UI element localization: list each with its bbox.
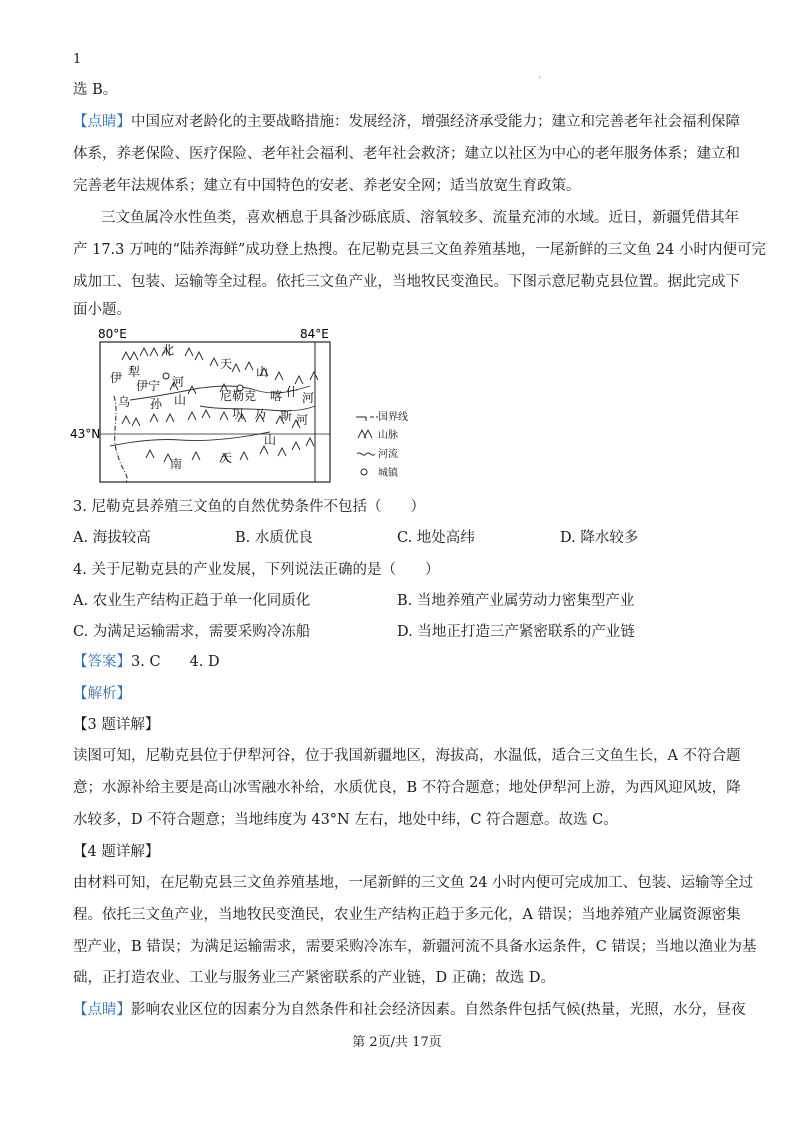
material-line1: 三文鱼属冷水性鱼类，喜欢栖息于具备沙砾底质、溶氧较多、流量充沛的水域。近日，新疆凭借其年 bbox=[101, 210, 739, 226]
legend-boundary-symbol bbox=[356, 417, 378, 421]
map-label: 斯 bbox=[280, 409, 293, 423]
tip2-label: 【点睛】 bbox=[73, 1002, 131, 1018]
d3-line2: 意；水源补给主要是高山冰雪融水补给，水质优良，B 不符合题意；地处伊犁河上游，为西风迎风坡，降 bbox=[73, 780, 741, 796]
location-map bbox=[70, 326, 450, 488]
map-label: 南 bbox=[170, 457, 183, 471]
map-label: 北 bbox=[162, 343, 175, 357]
q4-option-b: B. 当地养殖产业属劳动力密集型产业 bbox=[397, 593, 635, 609]
d4-line1: 由材料可知，在尼勒克县三文鱼养殖基地，一尾新鲜的三文鱼 24 小时内便可完成加工、包装、运输等全过 bbox=[73, 875, 754, 891]
q3-stem: 3. 尼勒克县养殖三文鱼的自然优势条件不包括（ ） bbox=[73, 499, 425, 515]
map-label: 孙 bbox=[150, 397, 163, 411]
map-label: 犁 bbox=[128, 365, 141, 379]
map-label: 天 bbox=[220, 357, 233, 371]
map-label: 伊 bbox=[110, 371, 123, 385]
answer-line bbox=[73, 652, 220, 672]
tip1-label: 【点睛】 bbox=[73, 114, 131, 130]
legend-label: 城镇 bbox=[378, 468, 398, 479]
tip1-line1 bbox=[73, 112, 740, 132]
map-frame bbox=[100, 342, 330, 482]
tip1-line2: 体系，养老保险、医疗保险、老年社会福利、老年社会救济；建立以社区为中心的老年服务体系；建立和 bbox=[73, 146, 740, 162]
map-label: 巩 bbox=[232, 407, 245, 421]
lat-label: 43°N bbox=[70, 427, 101, 441]
map-label: 山 bbox=[174, 393, 187, 407]
q4-stem: 4. 关于尼勒克县的产业发展，下列说法正确的是（ ） bbox=[73, 562, 440, 578]
map-label: 伊宁 bbox=[136, 379, 161, 393]
tip1-text: 中国应对老龄化的主要战略措施：发展经济，增强经济承受能力；建立和完善老年社会福利保障 bbox=[131, 114, 740, 130]
d4-line2: 程。依托三文鱼产业，当地牧民变渔民，农业生产结构正趋于多元化，A 错误；当地养殖产业属资源密集 bbox=[73, 907, 741, 923]
d3-line1: 读图可知，尼勒克县位于伊犁河谷，位于我国新疆地区，海拔高，水温低，适合三文鱼生长，A 不符合题 bbox=[73, 748, 741, 764]
legend-town-symbol bbox=[361, 469, 367, 475]
tip2-line1 bbox=[73, 1000, 746, 1020]
material-line3: 成加工、包装、运输等全过程。依托三文鱼产业，当地牧民变渔民。下图示意尼勒克县位置。据此完成下 bbox=[73, 274, 740, 290]
d3-title: 【3 题详解】 bbox=[73, 717, 160, 733]
map-label: 河 bbox=[296, 413, 309, 427]
answer-value: 3. C 4. D bbox=[131, 654, 220, 670]
map-label: 天 bbox=[220, 451, 233, 465]
map-label: 山 bbox=[264, 433, 277, 447]
material-line2: 产 17.3 万吨的“陆养海鲜”成功登上热搜。在尼勒克县三文鱼养殖基地，一尾新鲜的三文鱼 24 小时内便可完 bbox=[73, 242, 766, 258]
analysis-label: 【解析】 bbox=[73, 686, 131, 702]
legend-label: 国界线 bbox=[378, 412, 408, 423]
prev-answer: 选 B。 bbox=[73, 82, 118, 98]
q3-option-a: A. 海拔较高 bbox=[73, 530, 151, 546]
mountains-wusun bbox=[122, 410, 300, 428]
map-label: 喀 bbox=[270, 389, 283, 403]
q4-option-a: A. 农业生产结构正趋于单一化同质化 bbox=[73, 593, 311, 609]
map-legend bbox=[356, 410, 408, 479]
d4-line3: 型产业，B 错误；为满足运输需求，需要采购冷冻车，新疆河流不具备水运条件，C 错误；当地以渔业为基 bbox=[73, 939, 757, 955]
lon-left-label: 80°E bbox=[98, 327, 127, 341]
q4-option-d: D. 当地正打造三产紧密联系的产业链 bbox=[397, 624, 635, 640]
answer-label: 【答案】 bbox=[73, 654, 131, 670]
lon-right-label: 84°E bbox=[300, 327, 329, 341]
tip2-text: 影响农业区位的因素分为自然条件和社会经济因素。自然条件包括气候(热量，光照，水分，昼夜 bbox=[131, 1002, 746, 1018]
map-label: 乌 bbox=[118, 395, 131, 409]
page-footer: 第 2页/共 17页 bbox=[352, 1035, 442, 1050]
q3-option-c: C. 地处高纬 bbox=[397, 530, 475, 546]
d4-line4: 础，正打造农业、工业与服务业三产紧密联系的产业链，D 正确；故选 D。 bbox=[73, 970, 555, 986]
map-label: 河 bbox=[172, 375, 185, 389]
dot-mark: . bbox=[538, 70, 542, 81]
d3-line3: 水较多，D 不符合题意；当地纬度为 43°N 左右，地处中纬，C 符合题意。故选 C。 bbox=[73, 812, 618, 828]
map-label: 乃 bbox=[254, 407, 267, 421]
page-mark: 1 bbox=[73, 52, 82, 67]
tip1-line3: 完善老年法规体系；建立有中国特色的安老、养老安全网；适当放宽生育政策。 bbox=[73, 178, 581, 194]
legend-label: 河流 bbox=[378, 449, 398, 460]
map-label: 尼勒克 bbox=[220, 389, 257, 403]
town-yining bbox=[163, 373, 169, 379]
q4-option-c: C. 为满足运输需求，需要采购冷冻船 bbox=[73, 624, 311, 640]
map-label: 河 bbox=[302, 391, 315, 405]
legend-label: 山脉 bbox=[378, 430, 398, 441]
legend-mountain-symbol bbox=[358, 430, 372, 438]
map-label: 什 bbox=[286, 385, 299, 399]
legend-river-symbol bbox=[357, 453, 375, 455]
material-line4: 面小题。 bbox=[73, 302, 131, 318]
q3-option-d: D. 降水较多 bbox=[560, 530, 639, 546]
map-label: 山 bbox=[256, 365, 269, 379]
d4-title: 【4 题详解】 bbox=[73, 844, 160, 860]
q3-option-b: B. 水质优良 bbox=[235, 530, 313, 546]
